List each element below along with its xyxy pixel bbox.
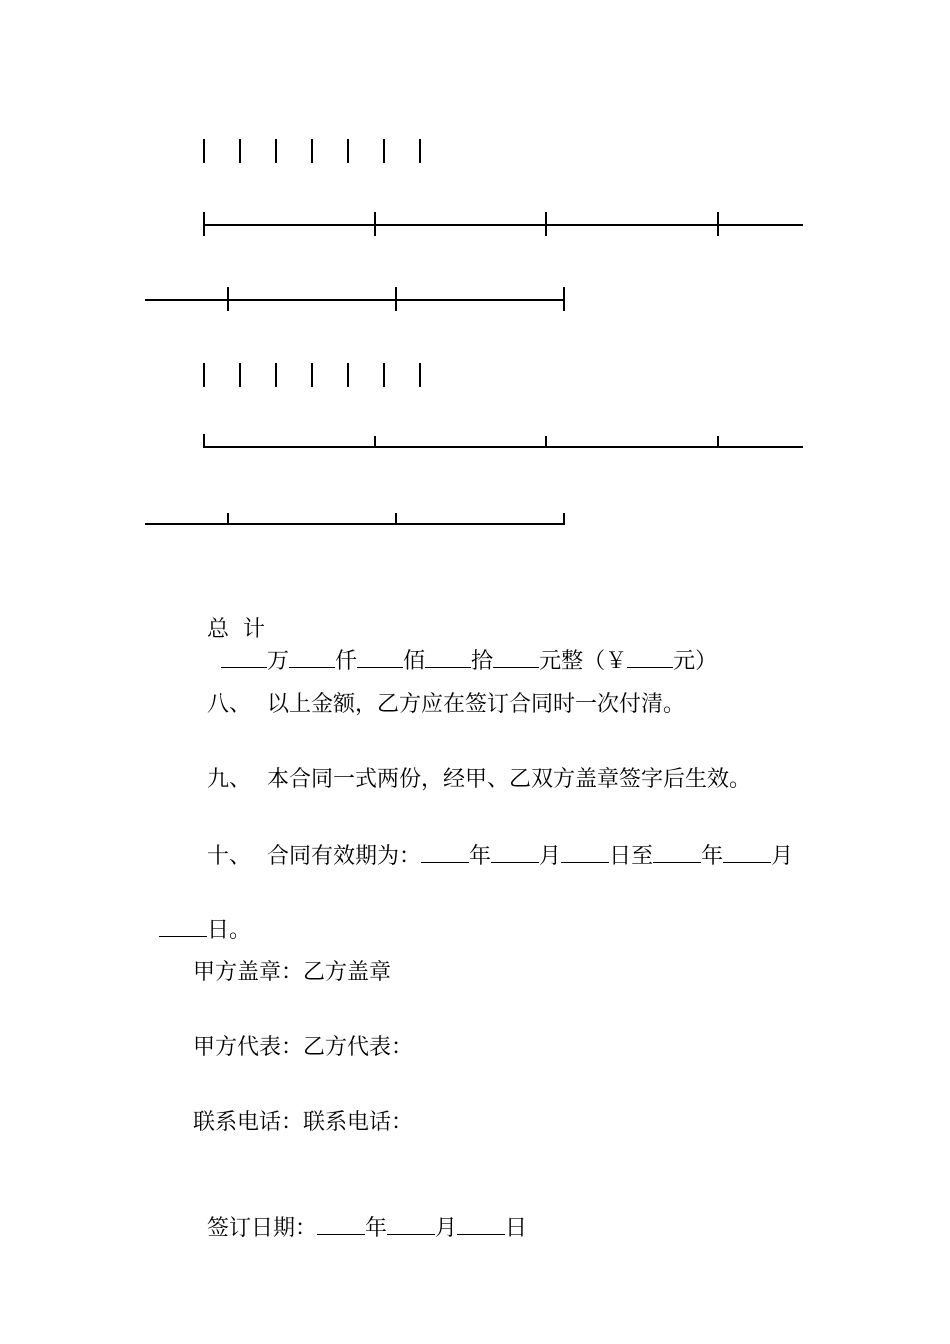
qian-unit: 仟: [335, 649, 358, 674]
start-day-blank: [561, 840, 609, 863]
total-label: 总 计: [207, 617, 265, 642]
wan-unit: 万: [267, 649, 290, 674]
day-end-text: 日。: [207, 918, 252, 943]
clause-10-text: 合同有效期为：: [267, 844, 422, 869]
signing-day-unit: 日: [505, 1216, 528, 1241]
phone-line: 联系电话：联系电话：: [193, 1110, 414, 1135]
end-month-unit: 月: [771, 844, 794, 869]
signing-month-blank: [387, 1212, 435, 1235]
table-middle-border-row-2: [145, 287, 565, 311]
clause-9-number: 九、: [207, 767, 252, 792]
shi-unit: 拾: [471, 649, 494, 674]
end-day-blank: [159, 914, 207, 937]
signing-date-label: 签订日期：: [207, 1216, 318, 1241]
yuan-close-text: 元）: [673, 649, 718, 674]
end-year-blank: [653, 840, 701, 863]
start-month-unit: 月: [539, 844, 562, 869]
signing-year-unit: 年: [365, 1216, 388, 1241]
signing-year-blank: [317, 1212, 365, 1235]
clause-10-number: 十、: [207, 844, 252, 869]
table-vertical-bars-row-1: [203, 139, 433, 165]
clause-9-text: 本合同一式两份，经甲、乙双方盖章签字后生效。: [267, 767, 752, 792]
clause-9: [193, 735, 751, 795]
start-year-blank: [421, 840, 469, 863]
clause-10: [193, 810, 793, 872]
clause-8-number: 八、: [207, 692, 252, 717]
table-bottom-border-row-2: [145, 511, 565, 535]
table-middle-border-row-1: [203, 212, 803, 236]
signing-day-blank: [457, 1212, 505, 1235]
table-bottom-border-row-1: [203, 434, 803, 458]
end-month-blank: [723, 840, 771, 863]
clause-8: [193, 660, 685, 720]
bai-unit: 佰: [403, 649, 426, 674]
table-vertical-bars-row-2: [203, 363, 433, 389]
representative-line: 甲方代表：乙方代表：: [193, 1035, 414, 1060]
start-year-unit: 年: [469, 844, 492, 869]
seal-line: 甲方盖章：乙方盖章: [193, 960, 392, 985]
start-month-blank: [491, 840, 539, 863]
end-year-unit: 年: [701, 844, 724, 869]
yuan-zheng-text: 元整（￥: [539, 649, 628, 674]
clause-10-continuation: [145, 884, 251, 946]
signing-month-unit: 月: [435, 1216, 458, 1241]
clause-8-text: 以上金额，乙方应在签订合同时一次付清。: [267, 692, 686, 717]
signing-date-line: [193, 1182, 527, 1244]
day-to-text: 日至: [609, 844, 654, 869]
